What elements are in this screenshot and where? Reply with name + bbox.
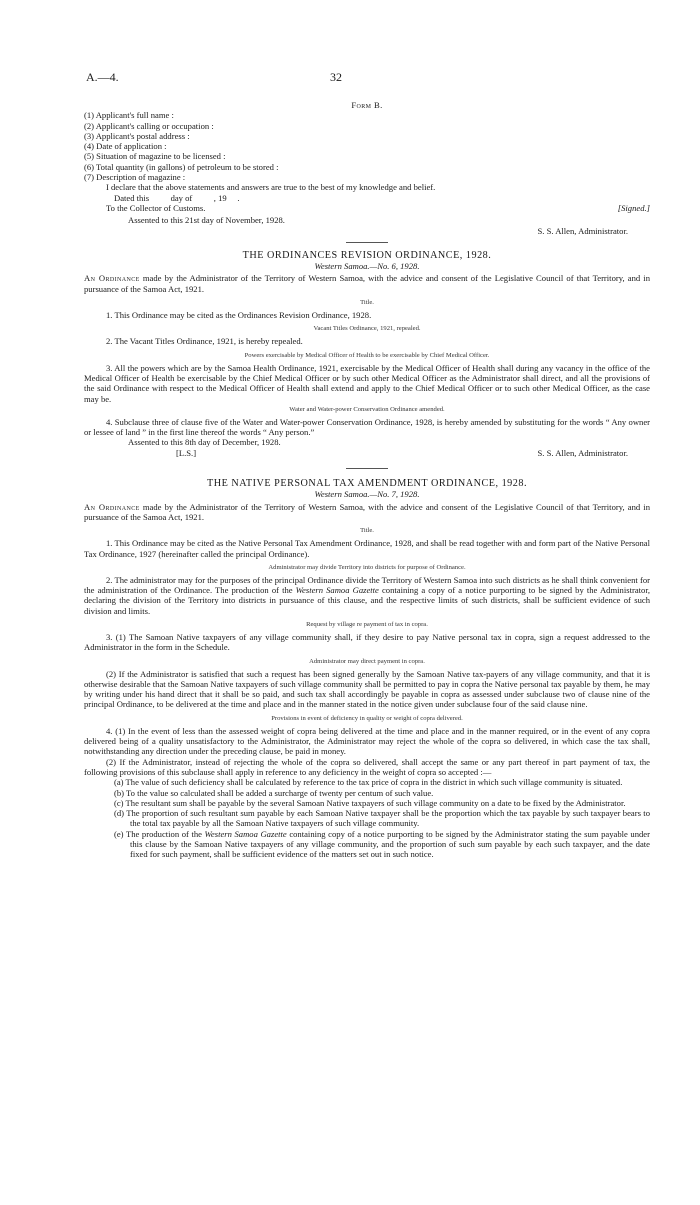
subclause-item: (b) To the value so calculated shall be added a surcharge of twenty per centum of such value. [114,787,434,798]
ordinance-title: THE NATIVE PERSONAL TAX AMENDMENT ORDINANCE, 1928. [207,478,527,490]
form-item: (4) Date of application : [84,141,167,152]
gazette-name: Western Samoa Gazette [204,828,287,839]
clause: 4. (1) In the event of less than the assessed weight of copra being delivered at the time and place and in the manner required, or in the event of any copra delivered being of a quality unsatisfactory to the Administrator, the Administrator may reject the whole of the copra so delivered, in which case the tax shall, notwithstanding any direction under the preceding clause, be paid in money. [84,725,650,757]
ordinance-title: THE ORDINANCES REVISION ORDINANCE, 1928. [242,249,492,261]
clause: (2) If the Administrator, instead of rejecting the whole of the copra so delivered, shall accept the same or any part thereof in part payment of tax, the following provisions of this subclause shall apply in reference to any deficiency in the weight of copra so accepted :— [84,756,650,777]
subclause-item: (d) The proportion of such resultant sum payable by each Samoan Native taxpayer shall be the proportion which the tax payable by such taxpayer bears to the total tax payable by all the Samoan Native taxpayers of such village community. [114,808,650,829]
marginal-note: Provisions in event of deficiency in quality or weight of copra delivered. [271,714,463,722]
form-item: (3) Applicant's postal address : [84,130,190,141]
form-item: (7) Description of magazine : [84,172,186,183]
subclause-item: (a) The value of such deficiency shall be calculated by reference to the tax price of copra in the district in which such village community is situated. [114,777,623,788]
form-b-heading: Form B. [351,100,383,110]
administrator-signature: S. S. Allen, Administrator. [537,225,628,236]
preamble-lead: An Ordinance [84,273,140,284]
section-divider [346,468,388,469]
preamble-text: made by the Administrator of the Territory of Western Samoa, with the advice and consent of the Legislative Council of that Territory, and in pursuance of the Samoa Act, 1921. [84,273,650,294]
ordinance-signature-row [84,448,650,458]
preamble-text: made by the Administrator of the Territory of Western Samoa, with the advice and consent of the Legislative Council of that Territory, and in pursuance of the Samoa Act, 1921. [84,501,650,522]
form-declaration: I declare that the above statements and answers are true to the best of my knowledge and belief. [106,182,436,193]
clause [84,575,650,616]
marginal-note: Administrator may divide Territory into districts for purpose of Ordinance. [268,563,466,571]
document-reference: A.—4. [86,70,119,84]
form-item: (1) Applicant's full name : [84,110,174,121]
subclause-text: (e) The production of the [114,828,205,839]
marginal-note: Title. [360,527,374,535]
ordinance-preamble [84,273,650,294]
marginal-note: Title. [360,299,374,307]
clause: 1. This Ordinance may be cited as the Native Personal Tax Amendment Ordinance, 1928, and shall be read together with and form part of the Native Personal Tax Ordinance, 1927 (hereinafter called the principal Ordinance). [84,538,650,559]
form-addressee: To the Collector of Customs. [106,202,206,213]
ordinance-number: Western Samoa.—No. 7, 1928. [314,489,420,500]
form-item: (5) Situation of magazine to be licensed : [84,151,226,162]
ordinance-assent: Assented to this 8th day of December, 1928. [128,437,281,448]
marginal-note: Vacant Titles Ordinance, 1921, repealed. [313,325,421,333]
form-dated-line: Dated this day of , 19 . [114,192,240,203]
page-number: 32 [330,70,342,84]
form-signed: [Signed.] [617,202,650,213]
marginal-note: Administrator may direct payment in copra. [309,657,425,665]
administrator-signature: S. S. Allen, Administrator. [537,447,628,458]
ordinance-preamble [84,502,650,523]
page-content [84,100,650,860]
clause-text: containing a copy of a notice purporting to be signed by the Administrator, declaring the division of the Territory into districts in pursuance of this clause, and the respective limits of such districts, shall be sufficient evidence of such division and limits. [84,585,650,616]
form-assent: Assented to this 21st day of November, 1928. [128,215,285,226]
clause: 2. The Vacant Titles Ordinance, 1921, is hereby repealed. [106,336,303,347]
ordinance-number: Western Samoa.—No. 6, 1928. [314,261,420,272]
clause: 1. This Ordinance may be cited as the Ordinances Revision Ordinance, 1928. [106,310,372,321]
marginal-note: Powers exercisable by Medical Officer of Health to be exercisable by Chief Medical Officer. [244,351,490,359]
marginal-note: Request by village re payment of tax in copra. [306,620,428,628]
clause-text: 2. The administrator may for the purposes of the principal Ordinance divide the Territory of Western Samoa into such districts as he shall think convenient for the administration of the Ordinance. The production of the [84,574,650,596]
preamble-lead: An Ordinance [84,501,140,512]
form-signature-row [84,203,650,213]
clause: 3. (1) The Samoan Native taxpayers of any village community shall, if they desire to pay Native personal tax in copra, sign a request addressed to the Administrator in the form in the Schedule. [84,631,650,653]
seal: [L.S.] [176,447,197,458]
section-divider [346,242,388,243]
subclause-item [84,829,650,860]
form-administrator-signature [84,226,650,236]
clause: 4. Subclause three of clause five of the Water and Water-power Conservation Ordinance, 1928, is hereby amended by substituting for the words “ Any owner or lessee of land ” in the first line thereof the words “ Any person.” [84,416,650,438]
subclause-text: containing copy of a notice purporting to be signed by the Administrator stating the sum payable under this clause by the Samoan Native taxpayers of any village community, and the proportion of such sum payable by each such taxpayer, and the date fixed for such payment, shall be sufficient evidence of the matters set out in such notice. [130,828,650,860]
form-item: (6) Total quantity (in gallons) of petroleum to be stored : [84,161,279,172]
marginal-note: Water and Water-power Conservation Ordinance amended. [289,405,445,413]
clause: 3. All the powers which are by the Samoa Health Ordinance, 1921, exercisable by the Medical Officer of Health shall during any vacancy in the office of the Medical Officer of Health be exercisable by the Chief Medical Officer or by such other Medical Officer as the Administrator shall direct, and all the provisions of the said Ordinance with respect to the Medical Officer of Health shall extend and apply to the Chief Medical Officer or to such other Medical Officer, as the case may be. [84,362,650,404]
clause: (2) If the Administrator is satisfied that such a request has been signed generally by the Samoan Native tax-payers of any village community, and that it is otherwise desirable that the Samoan Native taxpayers of such village community shall be permitted to pay in copra the Native personal tax payable by them, he may by writing under his hand direct that it shall be so paid, and such tax shall accordingly be payable in copra as assessed under subclause two of clause nine of the principal Ordinance, to be delivered at the time and place and in the manner stated in the notice given under subclause four of the said clause nine. [84,668,650,710]
subclause-item: (c) The resultant sum shall be payable by the several Samoan Native taxpayers of such village community on a date to be fixed by the Administrator. [114,797,626,808]
gazette-name: Western Samoa Gazette [295,585,379,596]
form-b-items [84,110,650,182]
form-item: (2) Applicant's calling or occupation : [84,120,214,131]
